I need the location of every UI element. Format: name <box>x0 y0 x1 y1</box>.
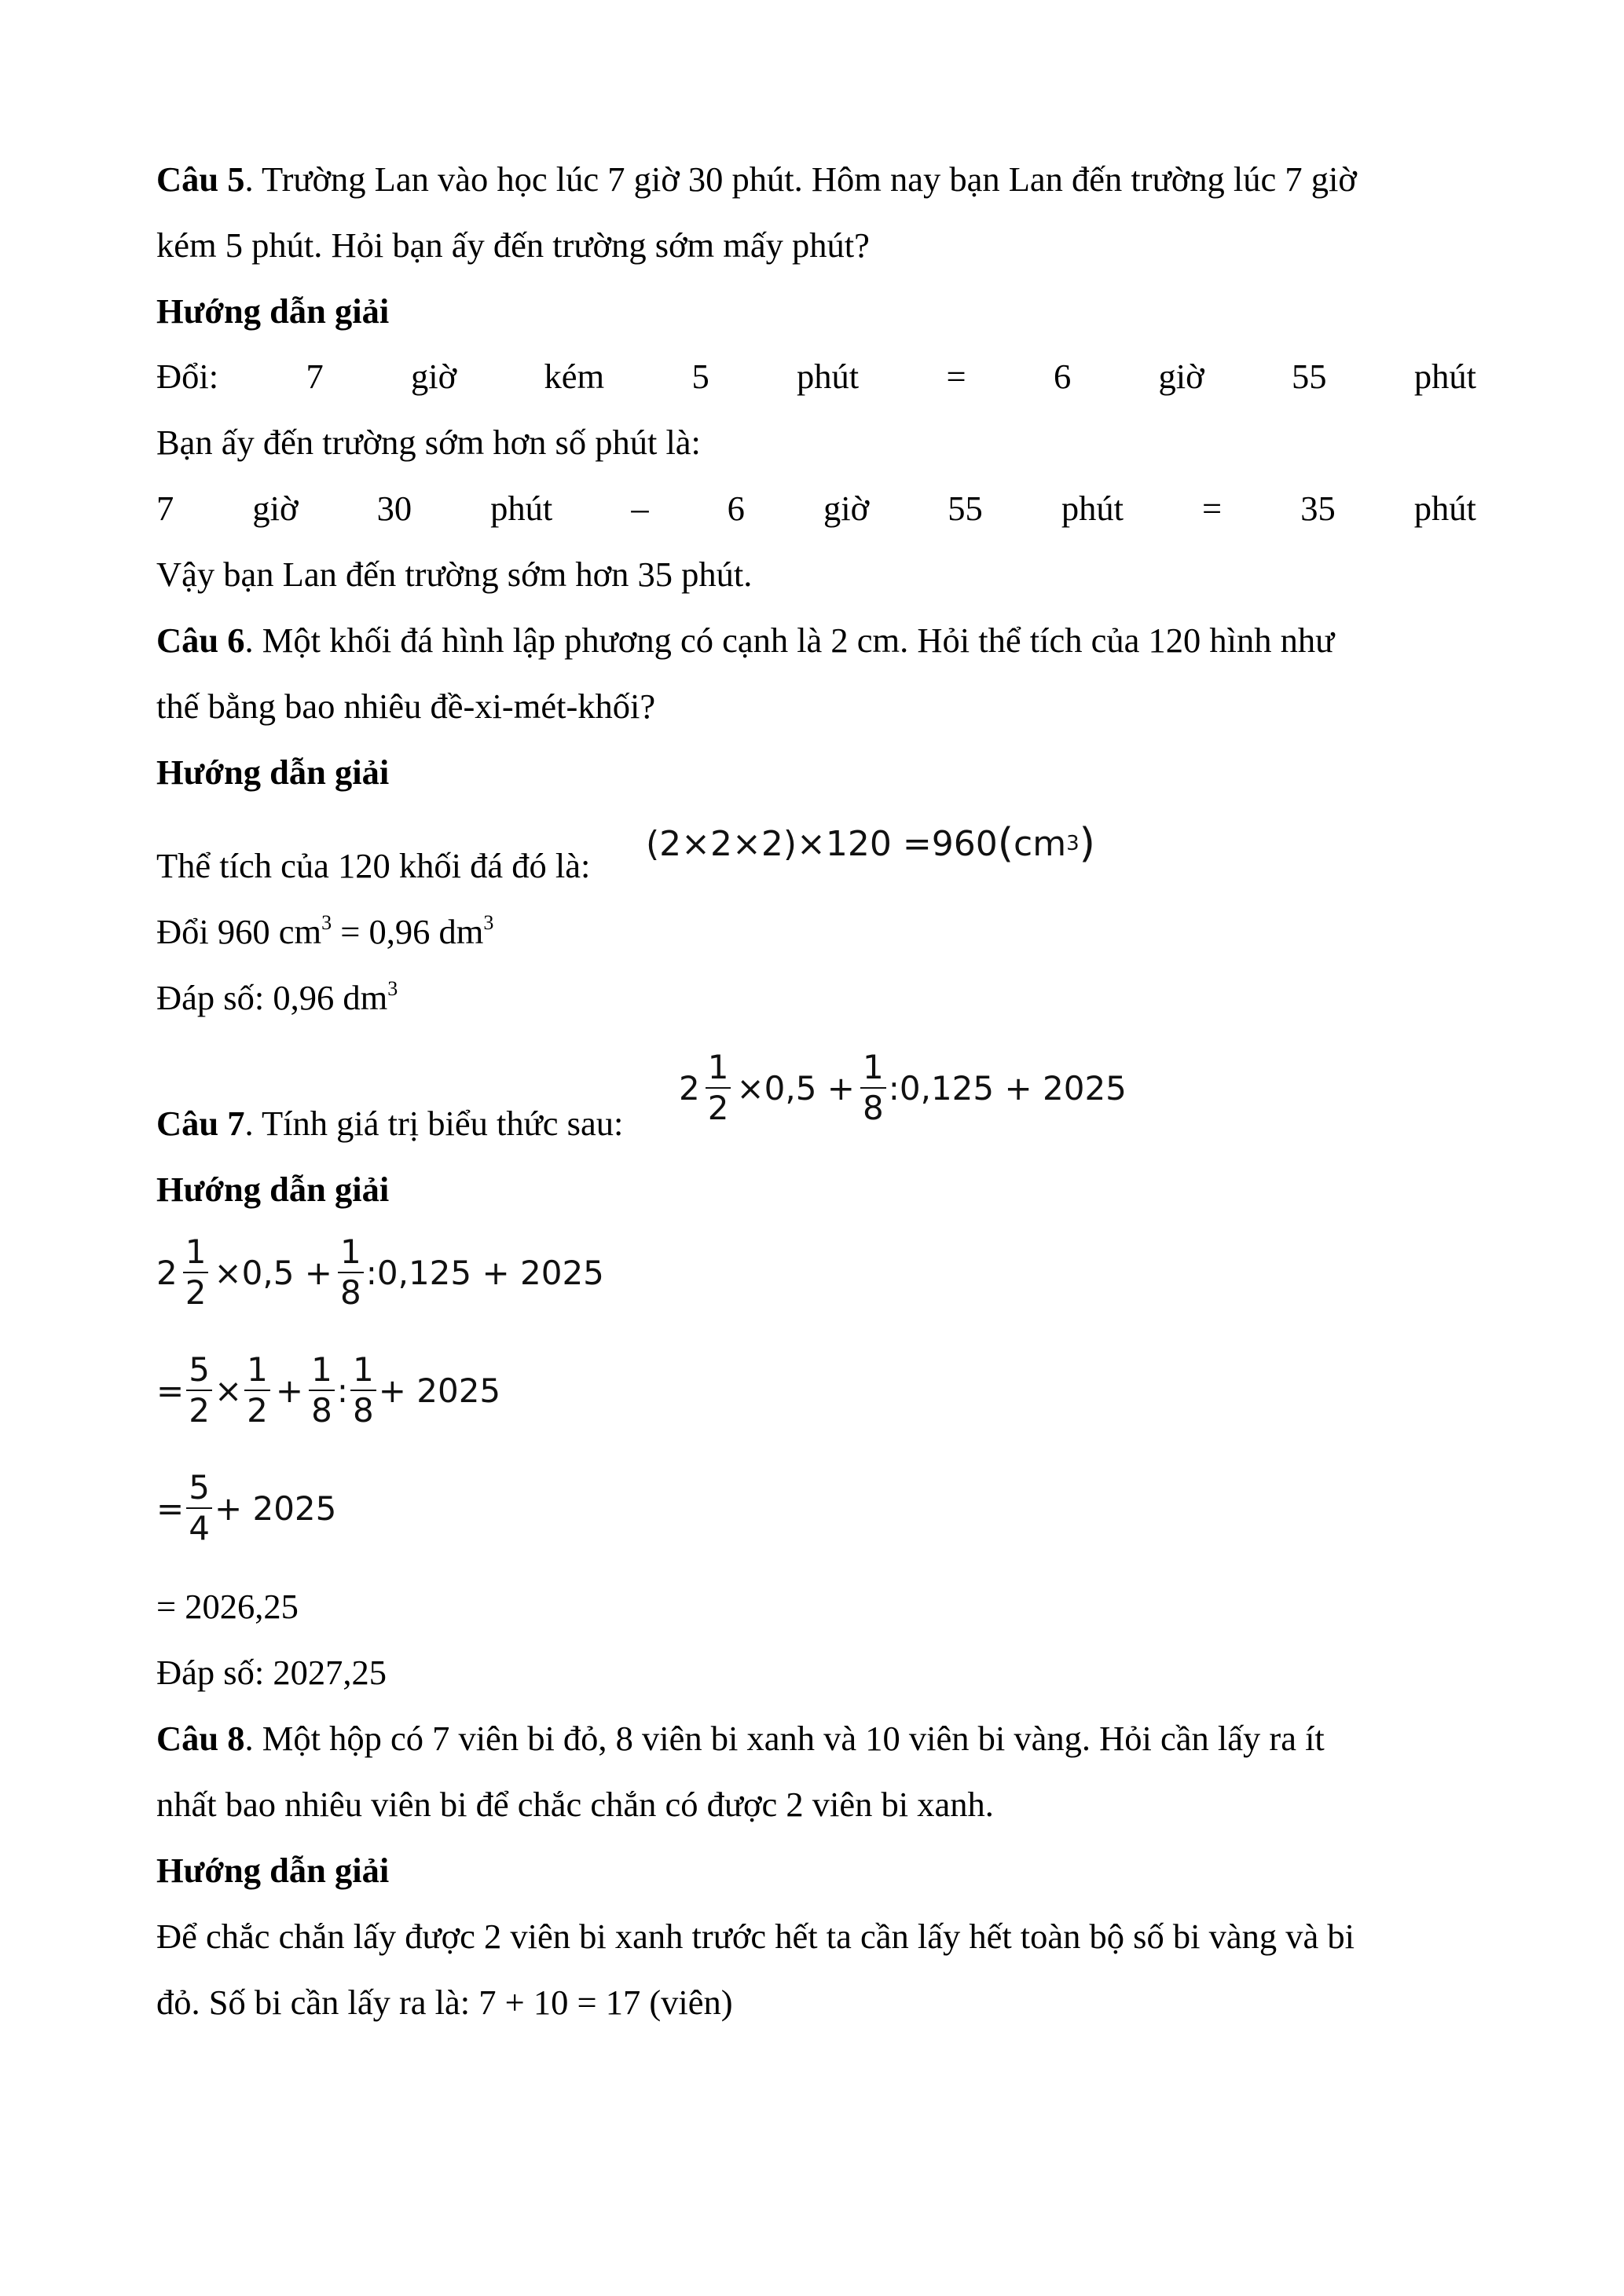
q7-step2-times: × <box>214 1371 243 1410</box>
q6-text-1: . Một khối đá hình lập phương có cạnh là 2 cm. Hỏi thể tích của 120 hình như <box>244 621 1335 660</box>
q5-calc-word: 7 <box>156 489 174 528</box>
q8-label: Câu 8 <box>156 1719 245 1758</box>
q8-solution-2: đỏ. Số bi cần lấy ra là: 7 + 10 = 17 (viên) <box>156 1983 733 2022</box>
numerator: 1 <box>309 1353 335 1391</box>
q5-guide-heading: Hướng dẫn giải <box>156 291 390 331</box>
q5-calc-word: phút <box>1413 489 1476 528</box>
q7-step2-colon: : <box>336 1371 348 1410</box>
q5-conv-word: kém <box>544 357 605 396</box>
q5-calc-word: phút <box>1061 489 1124 528</box>
q5-calc-word: = <box>1202 489 1223 528</box>
q7-step2-fraction-2 <box>244 1350 270 1430</box>
q6-conv-b: = 0,96 dm <box>332 912 484 951</box>
q7-step3-fraction <box>186 1468 212 1547</box>
q5-calc-word: phút <box>490 489 553 528</box>
q5-calc-word: 30 <box>376 489 412 528</box>
q5-conv-word: 5 <box>691 357 709 396</box>
q5-conv-word: 7 <box>306 357 324 396</box>
numerator: 1 <box>706 1051 731 1089</box>
q5-line-1 <box>156 156 1476 203</box>
q5-calc-word: 6 <box>727 489 745 528</box>
q5-conv-word: phút <box>1413 357 1476 396</box>
denominator: 8 <box>352 1391 374 1430</box>
q6-volume-expression: (2×2×2)×120 =960 <box>646 823 998 864</box>
numerator: 1 <box>860 1051 886 1089</box>
q8-line-1 <box>156 1715 1476 1762</box>
denominator: 8 <box>340 1273 361 1312</box>
q5-conv-word: = <box>946 357 966 396</box>
denominator: 2 <box>247 1391 268 1430</box>
numerator: 1 <box>244 1353 270 1391</box>
q7-answer: Đáp số: 2027,25 <box>156 1653 387 1692</box>
denominator: 4 <box>189 1509 210 1547</box>
q7-step2-plus: + <box>275 1371 304 1410</box>
q6-conv-sup-2: 3 <box>483 911 494 934</box>
q7-step2-rest: + 2025 <box>378 1371 501 1410</box>
q7-step-3 <box>156 1465 336 1551</box>
q7-step1-fraction-2 <box>338 1232 364 1312</box>
numerator: 5 <box>186 1471 212 1509</box>
q7-step2-eq: = <box>156 1371 185 1410</box>
q6-answer-text: Đáp số: 0,96 dm <box>156 978 388 1017</box>
q5-text-1: . Trường Lan vào học lúc 7 giờ 30 phút. Hôm nay bạn Lan đến trường lúc 7 giờ <box>244 159 1357 199</box>
numerator: 1 <box>350 1353 376 1391</box>
q5-calc-word: giờ <box>823 489 870 528</box>
q5-conv-word: 55 <box>1292 357 1327 396</box>
q6-volume-formula: (2×2×2)×120 =960 ( cm 3 ) <box>646 820 1095 867</box>
numerator: 1 <box>338 1236 364 1273</box>
q5-conclusion: Vậy bạn Lan đến trường sớm hơn 35 phút. <box>156 555 753 594</box>
q5-calc-word: giờ <box>252 489 299 528</box>
q6-label: Câu 6 <box>156 621 245 660</box>
q6-close-paren: ) <box>1079 820 1095 867</box>
q5-calc-word: 35 <box>1300 489 1336 528</box>
q8-guide-heading: Hướng dẫn giải <box>156 1851 390 1890</box>
q7-expr-fraction-2 <box>860 1048 886 1127</box>
q6-answer-sup: 3 <box>387 977 398 1000</box>
q7-expr-op: ×0,5 + <box>736 1068 855 1108</box>
q6-volume-unit: cm <box>1014 823 1067 864</box>
q5-calculation <box>156 485 1476 532</box>
q8-solution-1: Để chắc chắn lấy được 2 viên bi xanh trước hết ta cần lấy hết toàn bộ số bi vàng và bi <box>156 1917 1355 1956</box>
q5-calc-word: 55 <box>948 489 983 528</box>
q7-expr-fraction-1 <box>706 1048 731 1127</box>
q8-line-2: nhất bao nhiêu viên bi để chắc chắn có được 2 viên bi xanh. <box>156 1785 994 1824</box>
q7-step1-whole: 2 <box>156 1253 178 1292</box>
q7-text: . Tính giá trị biểu thức sau: <box>244 1104 624 1143</box>
q7-step2-fraction-4 <box>350 1350 376 1430</box>
q5-calc-word: – <box>631 489 649 528</box>
q5-label: Câu 5 <box>156 159 245 199</box>
q6-conv-a: Đổi 960 cm <box>156 912 322 951</box>
q7-step1-op: ×0,5 + <box>214 1253 332 1292</box>
q5-conversion <box>156 353 1476 400</box>
q8-text-1: . Một hộp có 7 viên bi đỏ, 8 viên bi xanh và 10 viên bi vàng. Hỏi cần lấy ra ít <box>244 1719 1325 1758</box>
q7-step-1 <box>156 1229 604 1316</box>
q7-label: Câu 7 <box>156 1104 245 1143</box>
q5-conv-word: Đổi: <box>156 357 219 396</box>
numerator: 5 <box>186 1353 212 1391</box>
q5-conv-word: 6 <box>1053 357 1072 396</box>
q5-conv-word: giờ <box>1158 357 1204 396</box>
q6-guide-heading: Hướng dẫn giải <box>156 753 390 792</box>
q5-conv-word: phút <box>797 357 860 396</box>
q7-step-4: = 2026,25 <box>156 1587 299 1626</box>
denominator: 2 <box>185 1273 207 1312</box>
q6-conv-sup-1: 3 <box>321 911 332 934</box>
q5-conv-word: giờ <box>411 357 457 396</box>
q7-guide-heading: Hướng dẫn giải <box>156 1170 390 1209</box>
q5-line-2: kém 5 phút. Hỏi bạn ấy đến trường sớm mấy phút? <box>156 225 870 265</box>
q7-step2-fraction-3 <box>309 1350 335 1430</box>
denominator: 2 <box>189 1391 210 1430</box>
q7-step3-rest: + 2025 <box>214 1489 337 1528</box>
q6-conversion <box>156 908 1476 955</box>
q6-line-2: thế bằng bao nhiêu đề-xi-mét-khối? <box>156 687 656 726</box>
denominator: 2 <box>707 1089 729 1127</box>
q7-step3-eq: = <box>156 1489 185 1528</box>
q7-step2-fraction-1 <box>186 1350 212 1430</box>
q6-volume-text: Thể tích của 120 khối đá đó là: <box>156 846 591 885</box>
q7-step-2 <box>156 1347 500 1434</box>
q6-open-paren: ( <box>997 820 1014 867</box>
denominator: 8 <box>311 1391 332 1430</box>
q7-expression <box>679 1045 1127 1131</box>
q6-answer <box>156 974 1476 1021</box>
q7-step1-rest: :0,125 + 2025 <box>365 1253 604 1292</box>
q6-line-1 <box>156 617 1476 664</box>
q7-step1-fraction-1 <box>183 1232 209 1312</box>
denominator: 8 <box>863 1089 884 1127</box>
q7-expr-whole: 2 <box>679 1068 700 1108</box>
numerator: 1 <box>183 1236 209 1273</box>
q5-line-minutes: Bạn ấy đến trường sớm hơn số phút là: <box>156 423 701 462</box>
q7-expr-rest: :0,125 + 2025 <box>888 1068 1127 1108</box>
